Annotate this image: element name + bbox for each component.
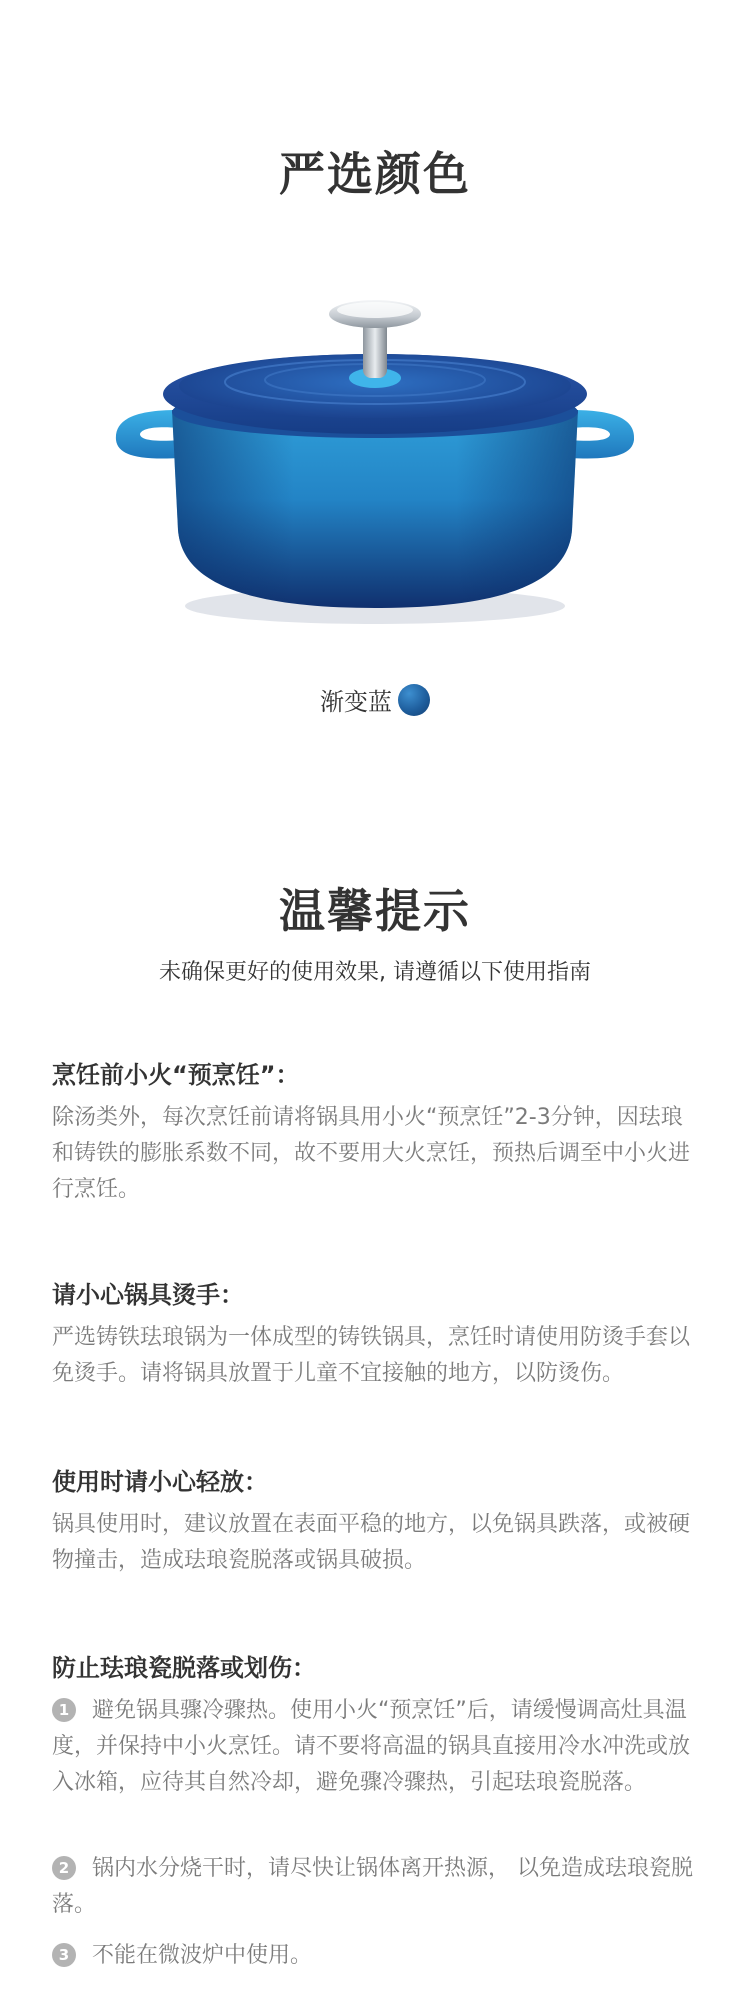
tips-subtitle: 未确保更好的使用效果, 请遵循以下使用指南 (159, 960, 591, 985)
tips-section-title: 温馨提示 (279, 884, 471, 938)
enamel-tip-text-1: 避免锅具骤冷骤热。使用小火“预烹饪”后，请缓慢调高灶具温度，并保持中小火烹饪。请不要将高温的锅具直接用冷水冲洗或放入冰箱，应待其自然冷却，避免骤冷骤热，引起珐琅瓷脱落。 (52, 1698, 691, 1795)
number-badge: 1 (52, 1698, 76, 1722)
color-swatch (398, 684, 430, 716)
enamel-tip-item-3 (52, 1938, 702, 1974)
color-name-label: 渐变蓝 (320, 688, 392, 716)
tip-body-preheat: 除汤类外，每次烹饪前请将锅具用小火“预烹饪”2-3分钟，因珐琅和铸铁的膨胀系数不同，故不要用大火烹饪，预热后调至中小火进行烹饪。 (52, 1105, 691, 1202)
enamel-tip-item-1 (52, 1693, 702, 1801)
number-badge: 3 (52, 1943, 76, 1967)
color-option (0, 682, 750, 717)
enamel-pot-image (110, 290, 640, 630)
enamel-tip-text-2: 锅内水分烧干时，请尽快让锅体离开热源， 以免造成珐琅瓷脱落。 (52, 1856, 693, 1917)
enamel-tip-item-2 (52, 1851, 702, 1923)
tip-heading-hot: 请小心锅具烫手： (52, 1281, 244, 1309)
tip-body-hot: 严选铸铁珐琅锅为一体成型的铸铁锅具，烹饪时请使用防烫手套以免烫手。请将锅具放置于儿童不宜接触的地方，以防烫伤。 (52, 1325, 691, 1386)
tip-heading-preheat: 烹饪前小火“预烹饪”： (52, 1061, 300, 1089)
enamel-tip-text-3: 不能在微波炉中使用。 (92, 1943, 313, 1968)
tip-heading-enamel: 防止珐琅瓷脱落或划伤： (52, 1654, 316, 1682)
tip-body-handle-gently: 锅具使用时，建议放置在表面平稳的地方，以免锅具跌落，或被硬物撞击，造成珐琅瓷脱落或锅具破损。 (52, 1512, 691, 1573)
number-badge: 2 (52, 1856, 76, 1880)
tip-heading-handle-gently: 使用时请小心轻放： (52, 1468, 268, 1496)
color-section-title: 严选颜色 (279, 147, 471, 201)
